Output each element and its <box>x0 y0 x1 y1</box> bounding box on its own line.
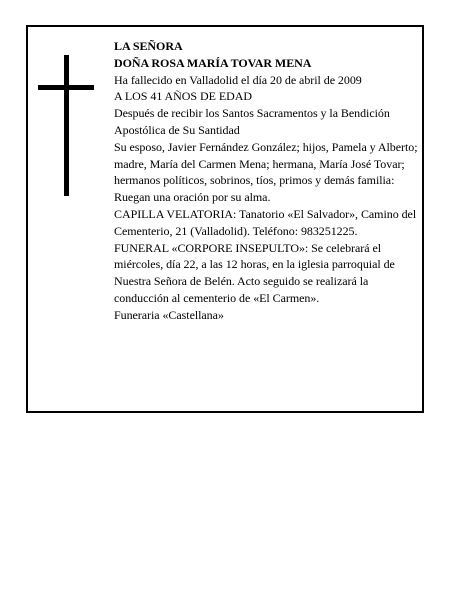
deceased-name: DOÑA ROSA MARÍA TOVAR MENA <box>114 55 312 70</box>
cross-vertical-bar <box>64 55 69 196</box>
cross-horizontal-bar <box>38 85 94 90</box>
funeral-line: FUNERAL «CORPORE INSEPULTO»: Se celebrará el miércoles, día 22, a las 12 horas, en la iglesia parroquial de Nuestra Señora de Belén. Acto seguido se realizará la conducción al cementerio de «El Carmen». <box>114 240 395 305</box>
death-line: Ha fallecido en Valladolid el día 20 de abril de 2009 <box>114 72 362 87</box>
sacraments-line: Después de recibir los Santos Sacramentos y la Bendición Apostólica de Su Santidad <box>114 106 390 137</box>
age-line: A LOS 41 AÑOS DE EDAD <box>114 89 252 104</box>
funeral-home-line: Funeraria «Castellana» <box>114 307 224 322</box>
chapel-line: CAPILLA VELATORIA: Tanatorio «El Salvador», Camino del Cementerio, 21 (Valladolid). Teléfono: 983251225. <box>114 206 417 238</box>
obituary-heading: LA SEÑORA <box>114 39 183 53</box>
family-line: Su esposo, Javier Fernández González; hijos, Pamela y Alberto; madre, María del Carmen Mena; hermana, María José Tovar; hermanos políticos, sobrinos, tíos, primos y demás familia: <box>114 139 418 188</box>
prayer-line: Ruegan una oración por su alma. <box>114 190 271 205</box>
obituary-text <box>114 38 420 324</box>
